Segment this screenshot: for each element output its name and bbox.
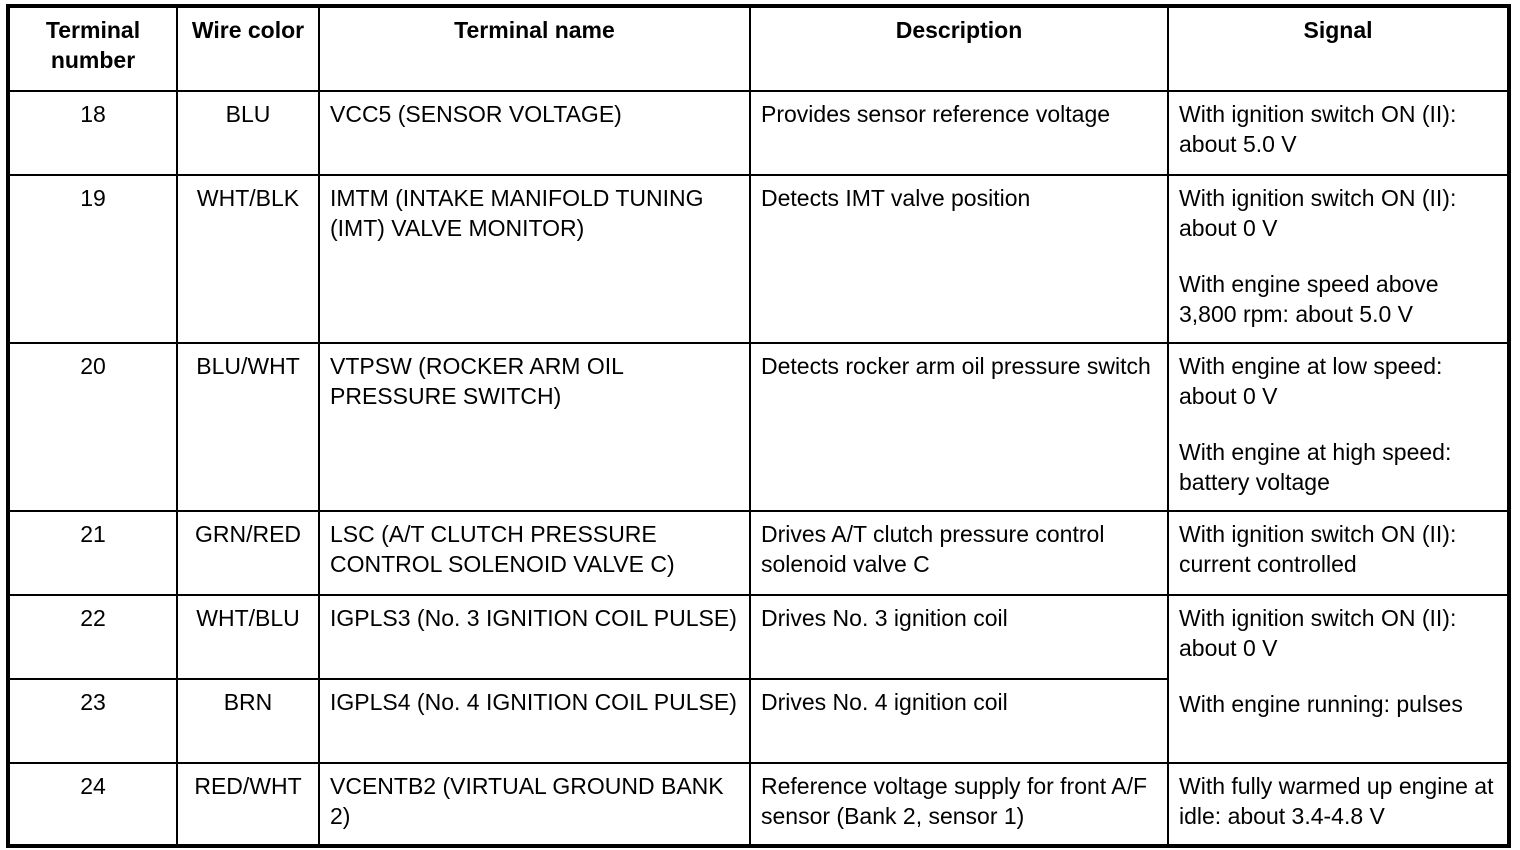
header-description: Description [750, 7, 1168, 91]
description-cell: Provides sensor reference voltage [750, 91, 1168, 175]
wire-color-cell: BLU [177, 91, 319, 175]
table-row [9, 175, 1508, 343]
header-wire-color: Wire color [177, 7, 319, 91]
wire-color-cell: WHT/BLK [177, 175, 319, 343]
signal-text: With ignition switch ON (II): about 0 V [1179, 605, 1457, 661]
description-cell: Drives No. 4 ignition coil [750, 679, 1168, 763]
terminal-number-cell: 20 [9, 343, 177, 511]
description-cell: Drives A/T clutch pressure control solenoid valve C [750, 511, 1168, 595]
table-row [9, 91, 1508, 175]
terminal-name-cell: IGPLS3 (No. 3 IGNITION COIL PULSE) [319, 595, 750, 679]
wire-color-cell: GRN/RED [177, 511, 319, 595]
terminal-name-cell: IMTM (INTAKE MANIFOLD TUNING (IMT) VALVE MONITOR) [319, 175, 750, 343]
signal-text: With ignition switch ON (II): current controlled [1179, 521, 1457, 577]
terminal-number-cell: 18 [9, 91, 177, 175]
wire-color-cell: WHT/BLU [177, 595, 319, 679]
terminal-name-cell: VCC5 (SENSOR VOLTAGE) [319, 91, 750, 175]
terminal-number-cell: 24 [9, 763, 177, 845]
table-row [9, 595, 1508, 679]
signal-cell [1168, 175, 1508, 343]
terminal-number-cell: 22 [9, 595, 177, 679]
signal-cell-shared [1168, 595, 1508, 763]
wire-color-cell: BLU/WHT [177, 343, 319, 511]
terminal-name-cell: LSC (A/T CLUTCH PRESSURE CONTROL SOLENOID VALVE C) [319, 511, 750, 595]
terminal-number-cell: 21 [9, 511, 177, 595]
signal-text: With engine at low speed: about 0 V [1179, 353, 1443, 409]
description-cell: Drives No. 3 ignition coil [750, 595, 1168, 679]
signal-text: With engine speed above 3,800 rpm: about 5.0 V [1179, 271, 1439, 327]
description-cell: Detects IMT valve position [750, 175, 1168, 343]
signal-cell [1168, 91, 1508, 175]
terminal-name-cell: VTPSW (ROCKER ARM OIL PRESSURE SWITCH) [319, 343, 750, 511]
table-row [9, 511, 1508, 595]
table-header-row [9, 7, 1508, 91]
wire-color-cell: BRN [177, 679, 319, 763]
wire-color-cell: RED/WHT [177, 763, 319, 845]
terminal-name-cell: VCENTB2 (VIRTUAL GROUND BANK 2) [319, 763, 750, 845]
signal-cell [1168, 343, 1508, 511]
signal-text: With ignition switch ON (II): about 0 V [1179, 185, 1457, 241]
signal-cell [1168, 763, 1508, 845]
table-row [9, 343, 1508, 511]
terminal-number-cell: 19 [9, 175, 177, 343]
terminal-number-cell: 23 [9, 679, 177, 763]
terminal-name-cell: IGPLS4 (No. 4 IGNITION COIL PULSE) [319, 679, 750, 763]
signal-text: With engine running: pulses [1179, 691, 1463, 717]
terminal-spec-table [8, 6, 1509, 846]
signal-text: With ignition switch ON (II): about 5.0 V [1179, 101, 1457, 157]
signal-text: With engine at high speed: battery voltage [1179, 439, 1452, 495]
header-signal: Signal [1168, 7, 1508, 91]
signal-cell [1168, 511, 1508, 595]
description-cell: Reference voltage supply for front A/F sensor (Bank 2, sensor 1) [750, 763, 1168, 845]
header-terminal-number: Terminal number [9, 7, 177, 91]
description-cell: Detects rocker arm oil pressure switch [750, 343, 1168, 511]
header-terminal-name: Terminal name [319, 7, 750, 91]
signal-text: With fully warmed up engine at idle: about 3.4-4.8 V [1179, 773, 1494, 829]
table-row [9, 763, 1508, 845]
